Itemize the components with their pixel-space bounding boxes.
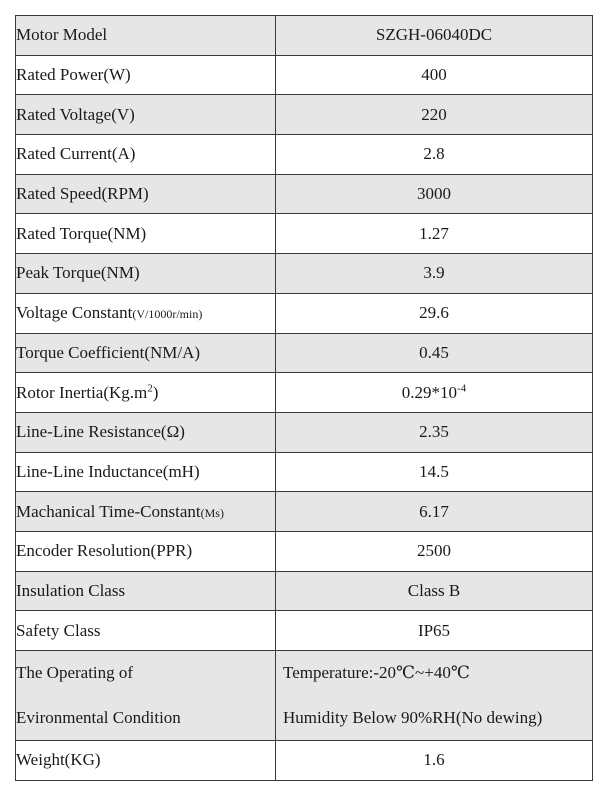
row-value: 14.5 bbox=[276, 452, 593, 492]
row-label: Voltage Constant(V/1000r/min) bbox=[16, 293, 276, 333]
row-label: Rated Voltage(V) bbox=[16, 95, 276, 135]
table-row bbox=[16, 214, 593, 254]
row-label: Torque Coefficient(NM/A) bbox=[16, 333, 276, 373]
row-label-unit: (Ms) bbox=[200, 505, 224, 520]
row-value: 1.6 bbox=[276, 741, 593, 781]
row-value: $0.29*10^{-4}$ bbox=[276, 373, 593, 413]
row-label: Machanical Time-Constant(Ms) bbox=[16, 492, 276, 532]
table-row bbox=[16, 174, 593, 214]
row-value: 2500 bbox=[276, 531, 593, 571]
environment-label-line: Evironmental Condition bbox=[16, 707, 181, 727]
row-label: Peak Torque(NM) bbox=[16, 254, 276, 294]
row-value-exponent: -4 bbox=[457, 381, 467, 394]
row-label-unit: (V/1000r/min) bbox=[132, 307, 203, 322]
row-label: Encoder Resolution(PPR) bbox=[16, 531, 276, 571]
humidity-limit: Humidity Below 90%RH(No dewing) bbox=[283, 707, 543, 727]
row-label: Line-Line Inductance(mH) bbox=[16, 452, 276, 492]
environment-label bbox=[16, 651, 276, 741]
temperature-range: Temperature:-20℃~+40℃ bbox=[283, 663, 470, 682]
table-row bbox=[16, 333, 593, 373]
table-row bbox=[16, 412, 593, 452]
table-row bbox=[16, 16, 593, 56]
row-value: 1.27 bbox=[276, 214, 593, 254]
row-label: Rated Torque(NM) bbox=[16, 214, 276, 254]
row-value: 2.8 bbox=[276, 135, 593, 175]
row-value: 220 bbox=[276, 95, 593, 135]
row-value: 400 bbox=[276, 55, 593, 95]
table-row bbox=[16, 531, 593, 571]
environment-row bbox=[16, 651, 593, 741]
row-label: Rated Speed(RPM) bbox=[16, 174, 276, 214]
environment-value bbox=[276, 651, 593, 741]
table-row bbox=[16, 373, 593, 413]
table-row bbox=[16, 135, 593, 175]
row-value: 3000 bbox=[276, 174, 593, 214]
table-row bbox=[16, 254, 593, 294]
row-label: Safety Class bbox=[16, 611, 276, 651]
row-label-superscript: 2 bbox=[147, 381, 153, 394]
row-value: 2.35 bbox=[276, 412, 593, 452]
row-value: 29.6 bbox=[276, 293, 593, 333]
row-label: Motor Model bbox=[16, 16, 276, 56]
row-label: Weight(KG) bbox=[16, 741, 276, 781]
table-row bbox=[16, 571, 593, 611]
row-label: Rated Power(W) bbox=[16, 55, 276, 95]
table-row bbox=[16, 611, 593, 651]
table-row bbox=[16, 55, 593, 95]
row-value: SZGH-06040DC bbox=[276, 16, 593, 56]
table-row bbox=[16, 492, 593, 532]
environment-label-line: The Operating of bbox=[16, 663, 134, 682]
row-label: Insulation Class bbox=[16, 571, 276, 611]
table-row bbox=[16, 741, 593, 781]
motor-spec-table bbox=[15, 15, 593, 781]
table-row bbox=[16, 293, 593, 333]
table-row bbox=[16, 95, 593, 135]
row-value: Class B bbox=[276, 571, 593, 611]
table-row bbox=[16, 452, 593, 492]
row-value: IP65 bbox=[276, 611, 593, 651]
row-value: 0.45 bbox=[276, 333, 593, 373]
row-value: 3.9 bbox=[276, 254, 593, 294]
row-label: Rotor $Inertia(Kg.m^2)$ bbox=[16, 373, 276, 413]
row-label: Line-Line Resistance(Ω) bbox=[16, 412, 276, 452]
row-value: 6.17 bbox=[276, 492, 593, 532]
row-label: Rated Current(A) bbox=[16, 135, 276, 175]
